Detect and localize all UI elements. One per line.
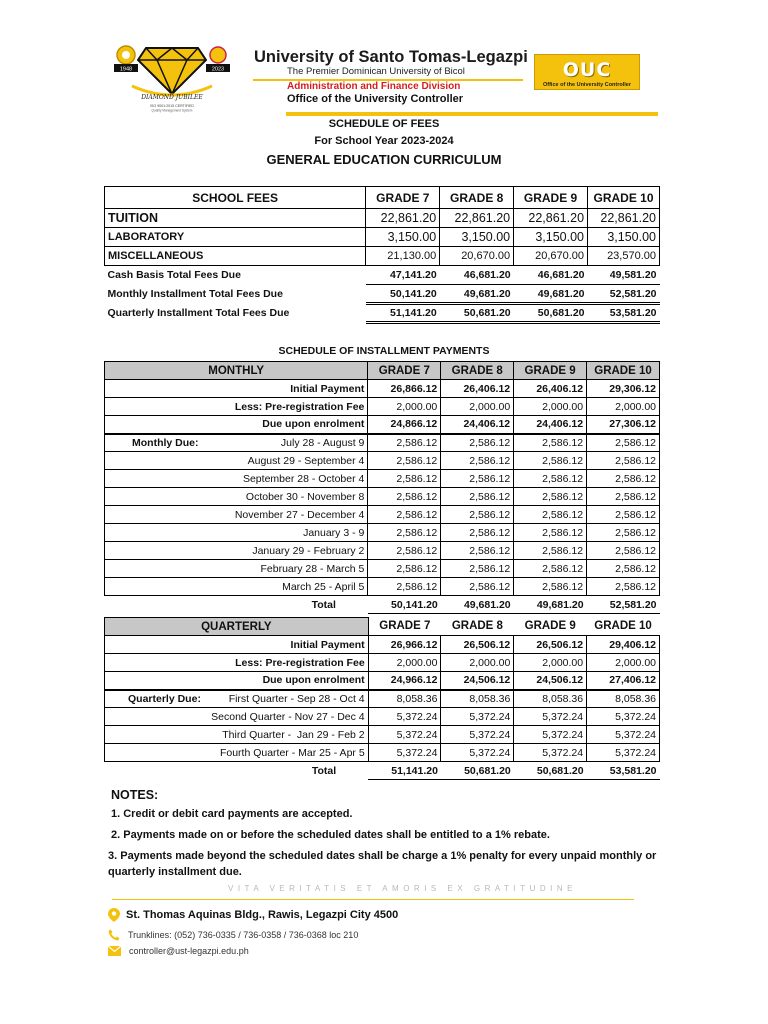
total-value: 50,141.20 (366, 285, 440, 304)
quarterly-initial-row (105, 636, 660, 654)
row-label (105, 434, 368, 452)
quarterly-installment-table (104, 617, 660, 780)
mail-icon (108, 946, 121, 956)
cell-value: 2,000.00 (368, 654, 441, 672)
fees-row-laboratory (105, 228, 660, 247)
cell-value: 2,586.12 (587, 524, 660, 542)
monthly-initial-row (105, 380, 660, 398)
monthly-schedule-row (105, 452, 660, 470)
monthly-schedule-row (105, 434, 660, 452)
total-value: 50,681.20 (514, 304, 588, 323)
row-label: Initial Payment (105, 380, 368, 398)
period-label: October 30 - November 8 (105, 488, 368, 506)
quarterly-prereg-row (105, 654, 660, 672)
grade-header: GRADE 10 (587, 618, 660, 636)
cell-value: 24,406.12 (514, 416, 587, 434)
total-label: Monthly Installment Total Fees Due (107, 288, 283, 300)
cell-value: 2,586.12 (368, 488, 441, 506)
total-label: Total (311, 598, 336, 611)
fees-row-cash-total (105, 266, 660, 285)
motto: VITA VERITATIS ET AMORIS EX GRATITUDINE (228, 884, 578, 893)
schedule-title: SCHEDULE OF FEES (328, 118, 440, 130)
total-value: 50,141.20 (368, 596, 441, 614)
logo-qms-text: Quality Management System (151, 108, 193, 113)
cell-value: 8,058.36 (368, 690, 441, 708)
grade-header: GRADE 9 (514, 618, 587, 636)
cell-value: 26,506.12 (514, 636, 587, 654)
fees-header: GRADE 8 (440, 187, 514, 209)
cell-value: 2,586.12 (514, 578, 587, 596)
period-label: August 29 - September 4 (105, 452, 368, 470)
cell-value: 27,406.12 (587, 672, 660, 690)
fee-value: 3,150.00 (366, 228, 440, 247)
cell-value: 2,586.12 (514, 488, 587, 506)
division-name: Administration and Finance Division (287, 81, 461, 92)
row-label: Due upon enrolment (105, 672, 369, 690)
cell-value: 5,372.24 (587, 744, 660, 762)
cell-value: 8,058.36 (587, 690, 660, 708)
cell-value: 2,586.12 (441, 470, 514, 488)
cell-value: 2,586.12 (514, 434, 587, 452)
fees-row-monthly-total (105, 285, 660, 304)
cell-value: 5,372.24 (368, 726, 441, 744)
total-value: 53,581.20 (588, 304, 660, 323)
monthly-due-row (105, 416, 660, 434)
logo-jubilee-text: DIAMOND JUBILEE (141, 94, 203, 101)
cell-value: 2,586.12 (514, 470, 587, 488)
cell-value: 26,966.12 (368, 636, 441, 654)
period-label: Third Quarter - Jan 29 - Feb 2 (105, 726, 369, 744)
total-label: Quarterly Installment Total Fees Due (107, 307, 290, 319)
cell-value: 2,586.12 (587, 488, 660, 506)
quarterly-due-label: Quarterly Due: (128, 692, 201, 705)
diamond-jubilee-logo (112, 42, 246, 116)
fee-value: 23,570.00 (588, 247, 660, 266)
email (108, 946, 249, 956)
note-item: 3. Payments made beyond the scheduled dates shall be charge a 1% penalty for every unpaid monthly or quarterly installment due. (108, 850, 657, 878)
quarterly-header: QUARTERLY (105, 618, 369, 636)
quarterly-schedule-row (105, 726, 660, 744)
cell-value: 26,406.12 (514, 380, 587, 398)
fees-row-miscellaneous (105, 247, 660, 266)
fees-header: GRADE 9 (514, 187, 588, 209)
fee-label: MISCELLANEOUS (105, 247, 366, 266)
row-label: Initial Payment (105, 636, 369, 654)
cell-value: 2,586.12 (368, 524, 441, 542)
period-label: March 25 - April 5 (105, 578, 368, 596)
monthly-header-row (105, 362, 660, 380)
quarterly-schedule-row (105, 708, 660, 726)
email-link[interactable]: controller@ust-legazpi.edu.ph (129, 946, 249, 956)
ouc-logo (534, 54, 640, 90)
grade-header: GRADE 10 (587, 362, 660, 380)
logo-year-end: 2023 (211, 66, 225, 73)
total-value: 49,681.20 (514, 285, 588, 304)
notes-section (108, 788, 668, 885)
total-value: 52,581.20 (588, 285, 660, 304)
fee-value: 3,150.00 (440, 228, 514, 247)
cell-value: 2,586.12 (441, 560, 514, 578)
monthly-installment-table (104, 361, 660, 614)
cell-value: 2,586.12 (587, 470, 660, 488)
cell-value: 2,586.12 (441, 488, 514, 506)
period-label: January 29 - February 2 (105, 542, 368, 560)
monthly-due-label: Monthly Due: (132, 436, 199, 449)
quarterly-total-row (105, 762, 660, 780)
fees-row-tuition (105, 209, 660, 228)
fees-header: GRADE 7 (366, 187, 440, 209)
total-value: 46,681.20 (440, 266, 514, 285)
total-value: 53,581.20 (587, 762, 660, 780)
logo-iso-text: ISO 9001:2015 CERTIFIED (149, 104, 195, 108)
total-value: 51,141.20 (366, 304, 440, 323)
total-value: 50,681.20 (514, 762, 587, 780)
quarterly-schedule-row (105, 744, 660, 762)
grade-header: GRADE 7 (368, 618, 441, 636)
row-label: Due upon enrolment (105, 416, 368, 434)
fee-value: 3,150.00 (588, 228, 660, 247)
monthly-schedule-row (105, 560, 660, 578)
fee-label: LABORATORY (105, 228, 366, 247)
fees-header: GRADE 10 (588, 187, 660, 209)
fee-value: 22,861.20 (440, 209, 514, 228)
university-tagline: The Premier Dominican University of Bicol (287, 66, 465, 77)
monthly-header: MONTHLY (105, 362, 368, 380)
total-value: 47,141.20 (366, 266, 440, 285)
cell-value: 2,586.12 (368, 578, 441, 596)
total-value: 46,681.20 (514, 266, 588, 285)
cell-value: 2,586.12 (514, 524, 587, 542)
school-year: For School Year 2023-2024 (314, 135, 454, 147)
cell-value: 2,000.00 (441, 654, 514, 672)
cell-value: 2,000.00 (441, 398, 514, 416)
cell-value: 2,586.12 (441, 578, 514, 596)
fee-value: 21,130.00 (366, 247, 440, 266)
cell-value: 2,586.12 (514, 506, 587, 524)
row-label: Less: Pre-registration Fee (105, 654, 369, 672)
fee-value: 22,861.20 (366, 209, 440, 228)
footer-divider (112, 899, 634, 900)
cell-value: 24,866.12 (368, 416, 441, 434)
period-label: January 3 - 9 (105, 524, 368, 542)
location-pin-icon (108, 908, 120, 922)
address-text: St. Thomas Aquinas Bldg., Rawis, Legazpi City 4500 (126, 909, 399, 921)
trunklines (108, 929, 358, 941)
cell-value: 2,586.12 (587, 542, 660, 560)
curriculum-title: GENERAL EDUCATION CURRICULUM (266, 152, 502, 167)
fee-label: TUITION (105, 209, 366, 228)
cell-value: 2,000.00 (514, 654, 587, 672)
grade-header: GRADE 7 (368, 362, 441, 380)
cell-value: 5,372.24 (514, 708, 587, 726)
period-label: November 27 - December 4 (105, 506, 368, 524)
cell-value: 2,000.00 (368, 398, 441, 416)
cell-value: 29,406.12 (587, 636, 660, 654)
cell-value: 2,586.12 (587, 452, 660, 470)
cell-value: 24,506.12 (514, 672, 587, 690)
total-value: 49,681.20 (440, 285, 514, 304)
fees-header-row (105, 187, 660, 209)
header-yellow-bar (286, 112, 658, 116)
logo-year-start: 1948 (119, 66, 133, 73)
cell-value: 5,372.24 (441, 708, 514, 726)
trunklines-text[interactable]: Trunklines: (052) 736-0335 / 736-0358 / 736-0368 loc 210 (128, 930, 359, 940)
ouc-logo-text: OUC (562, 59, 612, 81)
cell-value: 26,506.12 (441, 636, 514, 654)
cell-value: 5,372.24 (587, 726, 660, 744)
cell-value: 24,506.12 (441, 672, 514, 690)
office-name: Office of the University Controller (287, 93, 464, 105)
notes-heading: NOTES: (111, 788, 159, 802)
cell-value: 26,406.12 (441, 380, 514, 398)
cell-value: 2,000.00 (587, 654, 660, 672)
total-value: 49,681.20 (441, 596, 514, 614)
monthly-schedule-row (105, 506, 660, 524)
period-label: First Quarter - Sep 28 - Oct 4 (228, 692, 365, 705)
cell-value: 2,586.12 (368, 434, 441, 452)
cell-value: 2,586.12 (368, 542, 441, 560)
cell-value: 24,406.12 (441, 416, 514, 434)
cell-value: 2,586.12 (441, 434, 514, 452)
cell-value: 2,586.12 (587, 578, 660, 596)
monthly-schedule-row (105, 524, 660, 542)
fee-value: 22,861.20 (514, 209, 588, 228)
cell-value: 24,966.12 (368, 672, 441, 690)
monthly-prereg-row (105, 398, 660, 416)
cell-value: 2,586.12 (441, 524, 514, 542)
cell-value: 2,586.12 (368, 452, 441, 470)
cell-value: 5,372.24 (368, 744, 441, 762)
quarterly-header-row (105, 618, 660, 636)
note-item: 1. Credit or debit card payments are accepted. (111, 808, 353, 820)
address (108, 908, 398, 922)
cell-value: 2,586.12 (441, 452, 514, 470)
grade-header: GRADE 8 (441, 618, 514, 636)
cell-value: 2,586.12 (587, 560, 660, 578)
monthly-total-row (105, 596, 660, 614)
cell-value: 5,372.24 (514, 744, 587, 762)
grade-header: GRADE 9 (514, 362, 587, 380)
monthly-schedule-row (105, 470, 660, 488)
period-label: Fourth Quarter - Mar 25 - Apr 5 (105, 744, 369, 762)
total-value: 49,681.20 (514, 596, 587, 614)
cell-value: 2,000.00 (587, 398, 660, 416)
grade-header: GRADE 8 (441, 362, 514, 380)
cell-value: 2,586.12 (441, 506, 514, 524)
cell-value: 5,372.24 (441, 726, 514, 744)
total-label: Cash Basis Total Fees Due (107, 269, 241, 282)
cell-value: 5,372.24 (368, 708, 441, 726)
total-value: 50,681.20 (441, 762, 514, 780)
fee-value: 20,670.00 (440, 247, 514, 266)
cell-value: 2,586.12 (587, 434, 660, 452)
monthly-schedule-row (105, 542, 660, 560)
period-label: September 28 - October 4 (105, 470, 368, 488)
total-value: 51,141.20 (368, 762, 441, 780)
ouc-logo-caption: Office of the University Controller (542, 82, 631, 88)
cell-value: 2,000.00 (514, 398, 587, 416)
cell-value: 2,586.12 (368, 560, 441, 578)
cell-value: 29,306.12 (587, 380, 660, 398)
fees-header: SCHOOL FEES (105, 187, 366, 209)
cell-value: 2,586.12 (441, 542, 514, 560)
cell-value: 2,586.12 (587, 506, 660, 524)
cell-value: 2,586.12 (514, 560, 587, 578)
cell-value: 8,058.36 (441, 690, 514, 708)
cell-value: 2,586.12 (368, 470, 441, 488)
row-label: Less: Pre-registration Fee (105, 398, 368, 416)
monthly-schedule-row (105, 578, 660, 596)
university-name: University of Santo Tomas-Legazpi (254, 48, 528, 66)
total-value: 52,581.20 (587, 596, 660, 614)
total-value: 50,681.20 (440, 304, 514, 323)
period-label: February 28 - March 5 (105, 560, 368, 578)
total-label: Total (311, 764, 337, 777)
total-value: 49,581.20 (588, 266, 660, 285)
cell-value: 5,372.24 (587, 708, 660, 726)
fee-value: 20,670.00 (514, 247, 588, 266)
cell-value: 2,586.12 (368, 506, 441, 524)
cell-value: 2,586.12 (514, 542, 587, 560)
period-label: July 28 - August 9 (280, 436, 365, 449)
fee-value: 22,861.20 (588, 209, 660, 228)
cell-value: 27,306.12 (587, 416, 660, 434)
cell-value: 5,372.24 (514, 726, 587, 744)
quarterly-due-row (105, 672, 660, 690)
note-item: 2. Payments made on or before the scheduled dates shall be entitled to a 1% rebate. (111, 829, 550, 841)
row-label (105, 690, 369, 708)
period-label: Second Quarter - Nov 27 - Dec 4 (105, 708, 369, 726)
cell-value: 8,058.36 (514, 690, 587, 708)
letterhead (0, 0, 768, 118)
fees-row-quarterly-total (105, 304, 660, 323)
cell-value: 26,866.12 (368, 380, 441, 398)
school-fees-table (104, 186, 660, 324)
quarterly-schedule-row (105, 690, 660, 708)
phone-icon (108, 929, 120, 941)
cell-value: 5,372.24 (441, 744, 514, 762)
installment-title: SCHEDULE OF INSTALLMENT PAYMENTS (278, 345, 490, 357)
monthly-schedule-row (105, 488, 660, 506)
cell-value: 2,586.12 (514, 452, 587, 470)
fee-value: 3,150.00 (514, 228, 588, 247)
